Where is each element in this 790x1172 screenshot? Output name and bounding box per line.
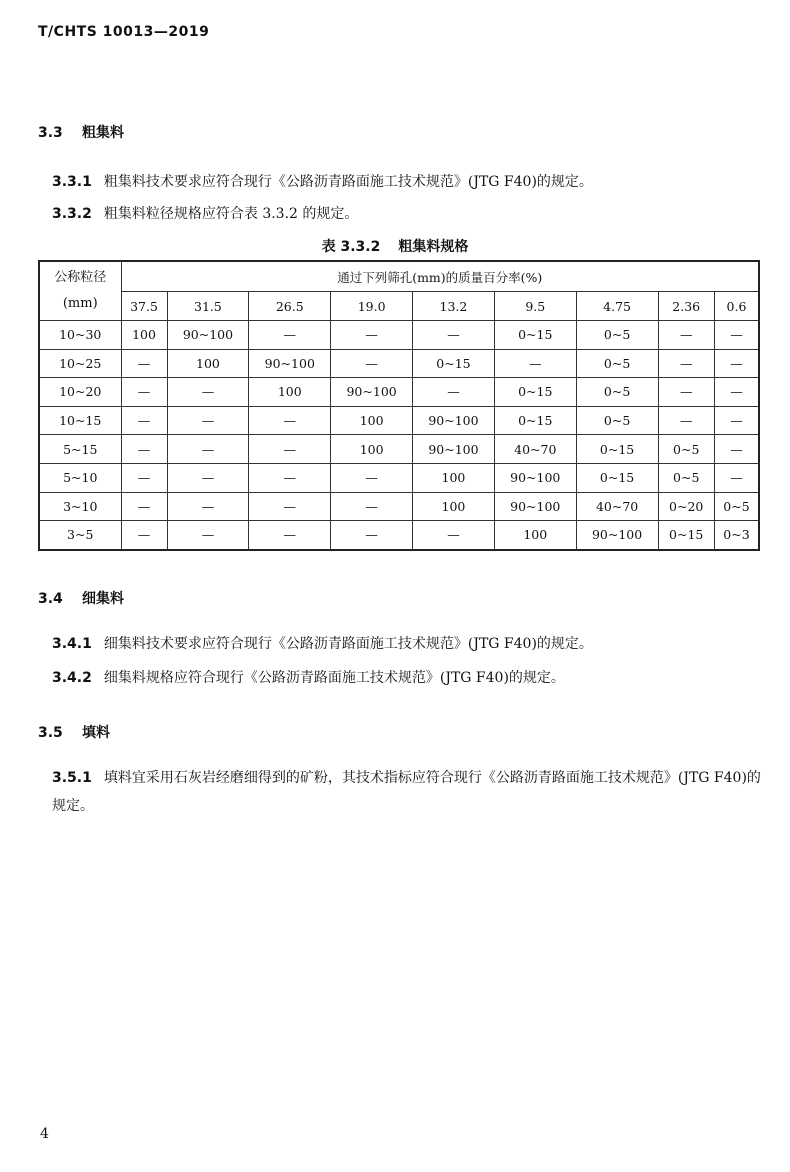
table-caption-title: 粗集料规格: [398, 239, 469, 255]
standard-id: T/CHTS 10013—2019: [38, 24, 210, 40]
passing-value-cell: 100: [413, 463, 495, 492]
passing-value-cell: 0~15: [494, 378, 576, 407]
passing-value-cell: —: [249, 492, 331, 521]
nominal-size-header-line2: (mm): [62, 296, 98, 311]
clause-text: 粗集料技术要求应符合现行《公路沥青路面施工技术规范》(JTG F40)的规定。: [103, 174, 593, 190]
passing-value-cell: —: [658, 349, 714, 378]
passing-value-cell: —: [413, 378, 495, 407]
clause-number: 3.5.1: [52, 770, 92, 786]
nominal-size-header: [39, 261, 121, 321]
passing-value-cell: —: [167, 435, 249, 464]
paragraph-3-4-1: [52, 630, 762, 658]
passing-value-cell: 0~5: [576, 378, 658, 407]
passing-value-cell: —: [714, 378, 759, 407]
clause-text: 细集料规格应符合现行《公路沥青路面施工技术规范》(JTG F40)的规定。: [103, 670, 565, 686]
passing-value-cell: 100: [331, 435, 413, 464]
passing-value-cell: 100: [121, 321, 167, 350]
passing-value-cell: 90~100: [576, 521, 658, 550]
passing-value-cell: —: [331, 349, 413, 378]
passing-value-cell: —: [413, 521, 495, 550]
clause-text: 填料宜采用石灰岩经磨细得到的矿粉，其技术指标应符合现行《公路沥青路面施工技术规范》(JTG F40)的规定。: [52, 770, 761, 814]
paragraph-3-3-2: [52, 200, 762, 228]
passing-value-cell: 90~100: [413, 435, 495, 464]
nominal-size-cell: 3~5: [39, 521, 121, 550]
passing-value-cell: —: [167, 463, 249, 492]
nominal-size-header-line1: 公称粒径: [54, 270, 107, 285]
passing-value-cell: 100: [167, 349, 249, 378]
nominal-size-cell: 5~10: [39, 463, 121, 492]
sieve-size-header: 0.6: [714, 292, 759, 321]
coarse-aggregate-spec-table: [38, 260, 760, 551]
passing-value-cell: 0~5: [658, 435, 714, 464]
passing-value-cell: —: [658, 378, 714, 407]
table-row: [39, 463, 759, 492]
passing-value-cell: —: [658, 321, 714, 350]
passing-value-cell: —: [121, 521, 167, 550]
clause-text: 粗集料粒径规格应符合表 3.3.2 的规定。: [103, 206, 359, 222]
table-row: [39, 406, 759, 435]
sieve-size-header: 13.2: [413, 292, 495, 321]
passing-value-cell: 90~100: [331, 378, 413, 407]
passing-value-cell: —: [331, 492, 413, 521]
passing-value-cell: —: [167, 492, 249, 521]
passing-value-cell: —: [121, 406, 167, 435]
passing-value-cell: —: [331, 463, 413, 492]
sieve-size-header: 31.5: [167, 292, 249, 321]
passing-value-cell: 100: [413, 492, 495, 521]
clause-number: 3.3.1: [52, 174, 92, 190]
passing-value-cell: 0~15: [658, 521, 714, 550]
passing-value-cell: —: [121, 378, 167, 407]
table-row: [39, 521, 759, 550]
table-caption: [0, 236, 790, 256]
paragraph-3-3-1: [52, 168, 762, 196]
passing-value-cell: —: [121, 492, 167, 521]
section-3-5-heading: [38, 722, 110, 742]
passing-value-cell: —: [167, 406, 249, 435]
table-row: [39, 378, 759, 407]
clause-number: 3.3.2: [52, 206, 92, 222]
table-row: [39, 492, 759, 521]
clause-number: 3.4.2: [52, 670, 92, 686]
table-body: [39, 321, 759, 550]
passing-value-cell: 0~5: [576, 406, 658, 435]
nominal-size-cell: 3~10: [39, 492, 121, 521]
passing-value-cell: 90~100: [249, 349, 331, 378]
nominal-size-cell: 5~15: [39, 435, 121, 464]
passing-value-cell: 0~15: [494, 321, 576, 350]
sieve-size-header-row: [39, 292, 759, 321]
paragraph-3-4-2: [52, 664, 762, 692]
passing-value-cell: —: [714, 463, 759, 492]
section-title: 粗集料: [82, 125, 124, 141]
passing-value-cell: 40~70: [494, 435, 576, 464]
section-number: 3.5: [38, 725, 63, 741]
passing-value-cell: 0~15: [576, 435, 658, 464]
sieve-size-header: 9.5: [494, 292, 576, 321]
sieve-size-header: 26.5: [249, 292, 331, 321]
passing-value-cell: 40~70: [576, 492, 658, 521]
passing-value-cell: 0~15: [413, 349, 495, 378]
passing-value-cell: 90~100: [494, 463, 576, 492]
sieve-size-header: 2.36: [658, 292, 714, 321]
passing-value-cell: —: [714, 349, 759, 378]
nominal-size-cell: 10~30: [39, 321, 121, 350]
passing-value-cell: —: [121, 349, 167, 378]
table-row: [39, 321, 759, 350]
passing-value-cell: 0~5: [576, 349, 658, 378]
passing-value-cell: —: [413, 321, 495, 350]
section-title: 细集料: [82, 591, 124, 607]
passing-value-cell: —: [658, 406, 714, 435]
passing-value-cell: —: [331, 321, 413, 350]
passing-value-cell: —: [249, 521, 331, 550]
passing-percentage-header: 通过下列筛孔(mm)的质量百分率(%): [121, 261, 759, 292]
passing-value-cell: —: [167, 378, 249, 407]
section-3-4-heading: [38, 588, 124, 608]
sieve-size-header: 4.75: [576, 292, 658, 321]
passing-value-cell: 0~3: [714, 521, 759, 550]
clause-number: 3.4.1: [52, 636, 92, 652]
passing-value-cell: —: [249, 463, 331, 492]
sieve-size-header: 37.5: [121, 292, 167, 321]
section-title: 填料: [82, 725, 110, 741]
section-number: 3.3: [38, 125, 63, 141]
passing-value-cell: 100: [331, 406, 413, 435]
passing-value-cell: —: [494, 349, 576, 378]
page-number: 4: [40, 1126, 49, 1142]
nominal-size-cell: 10~25: [39, 349, 121, 378]
section-3-3-heading: [38, 122, 124, 142]
passing-value-cell: 0~5: [658, 463, 714, 492]
nominal-size-cell: 10~20: [39, 378, 121, 407]
table-caption-number: 表 3.3.2: [321, 239, 381, 255]
passing-value-cell: —: [714, 435, 759, 464]
passing-value-cell: 100: [249, 378, 331, 407]
paragraph-3-5-1: [52, 764, 764, 820]
table-row: [39, 349, 759, 378]
passing-value-cell: —: [331, 521, 413, 550]
passing-value-cell: —: [121, 463, 167, 492]
passing-value-cell: 0~15: [576, 463, 658, 492]
clause-text: 细集料技术要求应符合现行《公路沥青路面施工技术规范》(JTG F40)的规定。: [103, 636, 593, 652]
passing-value-cell: —: [249, 406, 331, 435]
passing-value-cell: 0~15: [494, 406, 576, 435]
passing-value-cell: 90~100: [494, 492, 576, 521]
section-number: 3.4: [38, 591, 63, 607]
passing-value-cell: —: [714, 321, 759, 350]
passing-value-cell: 0~20: [658, 492, 714, 521]
passing-value-cell: 90~100: [167, 321, 249, 350]
table-row: [39, 435, 759, 464]
passing-value-cell: —: [121, 435, 167, 464]
sieve-size-header: 19.0: [331, 292, 413, 321]
passing-value-cell: 0~5: [714, 492, 759, 521]
passing-value-cell: —: [167, 521, 249, 550]
passing-value-cell: 90~100: [413, 406, 495, 435]
passing-value-cell: —: [249, 321, 331, 350]
passing-value-cell: —: [249, 435, 331, 464]
passing-value-cell: 100: [494, 521, 576, 550]
nominal-size-cell: 10~15: [39, 406, 121, 435]
passing-value-cell: 0~5: [576, 321, 658, 350]
passing-value-cell: —: [714, 406, 759, 435]
